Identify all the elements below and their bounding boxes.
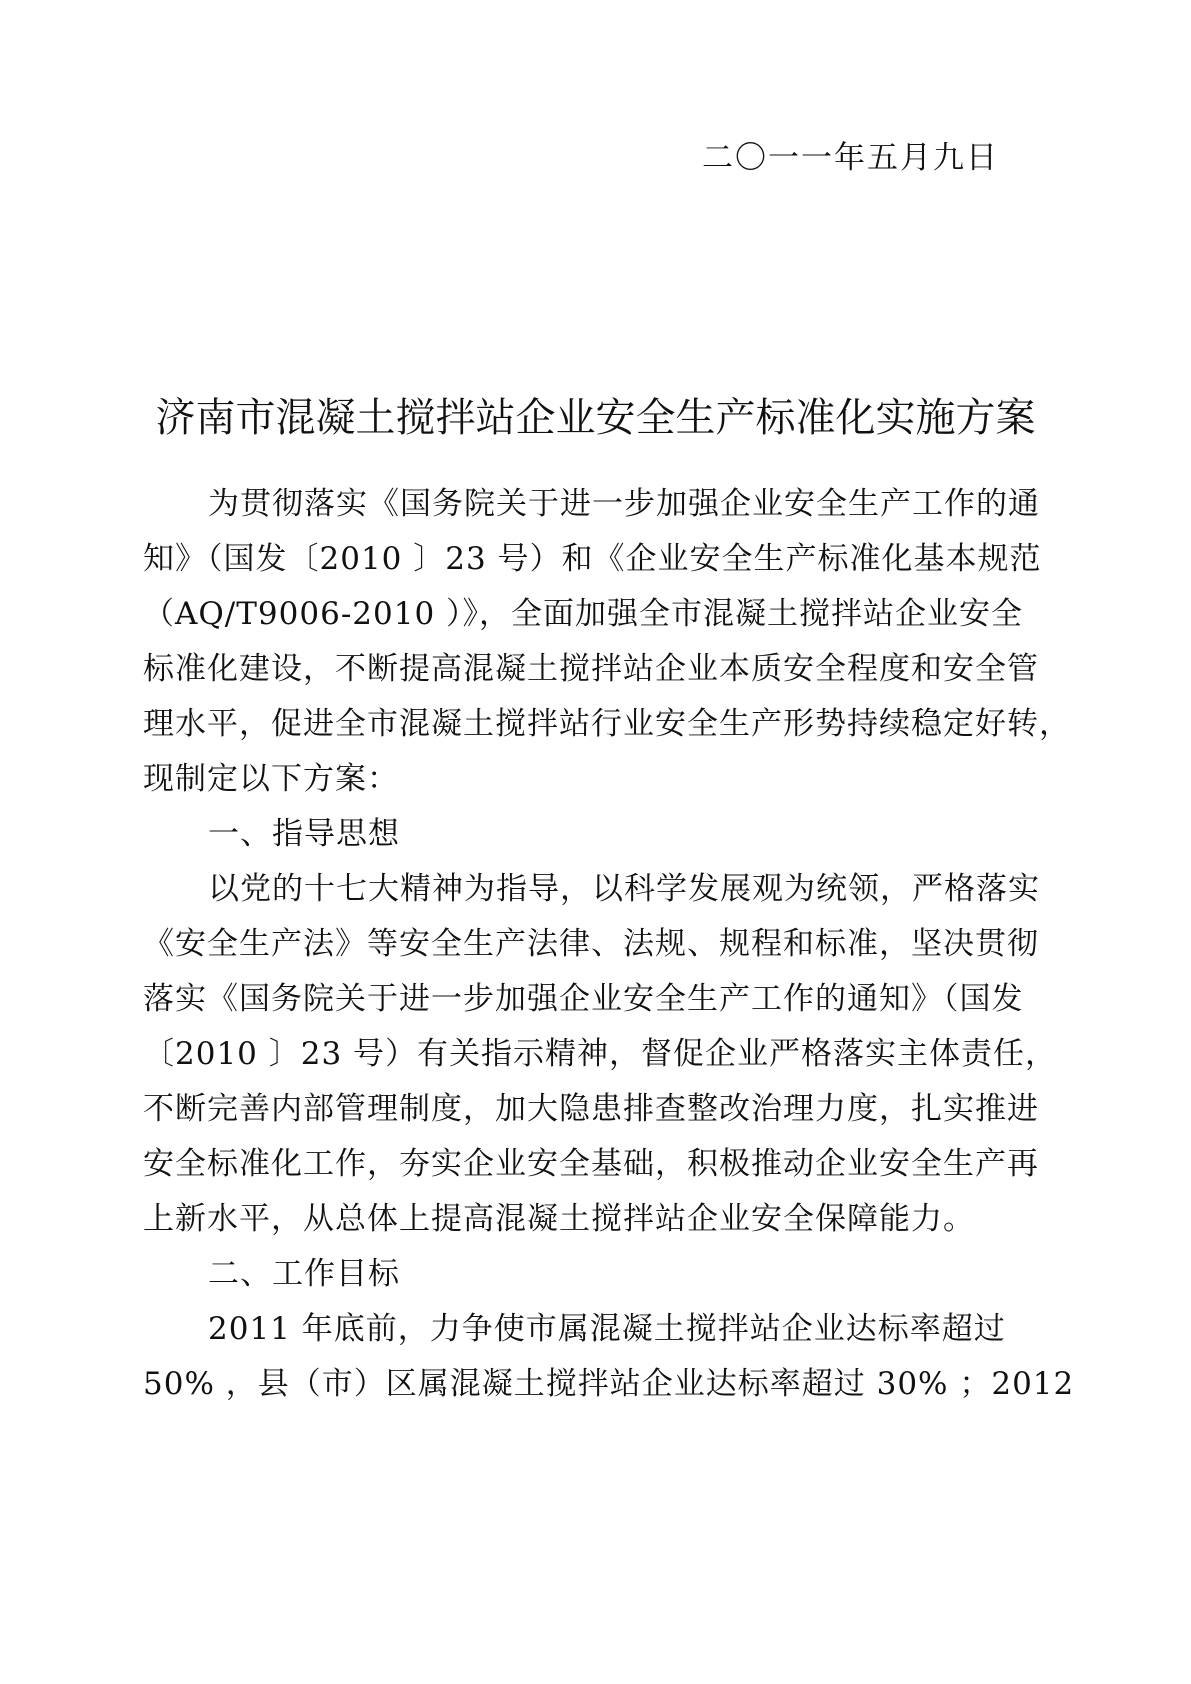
intro-line-2: 知》（国发〔2010 〕23 号）和《企业安全生产标准化基本规范 (143, 541, 1042, 577)
intro-line-5: 理水平，促进全市混凝土搅拌站行业安全生产形势持续稳定好转， (143, 706, 1071, 742)
section1-line-7: 上新水平，从总体上提高混凝土搅拌站企业安全保障能力。 (143, 1201, 975, 1237)
intro-line-3: （AQ/T9006-2010 ）》，全面加强全市混凝土搅拌站企业安全 (143, 596, 1024, 632)
section-heading-work-goals: 二、工作目标 (208, 1256, 400, 1292)
document-title: 济南市混凝土搅拌站企业安全生产标准化实施方案 (155, 395, 1036, 441)
section1-line-3: 落实《国务院关于进一步加强企业安全生产工作的通知》（国发 (143, 981, 1024, 1017)
intro-line-4: 标准化建设，不断提高混凝土搅拌站企业本质安全程度和安全管 (143, 651, 1039, 687)
section1-line-2: 《安全生产法》等安全生产法律、法规、规程和标准，坚决贯彻 (143, 926, 1039, 962)
section1-line-5: 不断完善内部管理制度，加大隐患排查整改治理力度，扎实推进 (143, 1091, 1039, 1127)
section-heading-guiding-ideology: 一、指导思想 (208, 816, 400, 852)
section1-line-6: 安全标准化工作，夯实企业安全基础，积极推动企业安全生产再 (143, 1146, 1039, 1182)
section2-line-2: 50% ，县（市）区属混凝土搅拌站企业达标率超过 30% ；2012 (143, 1366, 1075, 1402)
intro-line-6: 现制定以下方案： (143, 761, 399, 797)
section1-line-1: 以党的十七大精神为指导，以科学发展观为统领，严格落实 (208, 871, 1040, 907)
document-date: 二〇一一年五月九日 (702, 140, 999, 176)
section1-line-4: 〔2010 〕23 号）有关指示精神，督促企业严格落实主体责任， (143, 1036, 1058, 1072)
intro-line-1: 为贯彻落实《国务院关于进一步加强企业安全生产工作的通 (208, 486, 1040, 522)
section2-line-1: 2011 年底前，力争使市属混凝土搅拌站企业达标率超过 (208, 1311, 1006, 1347)
